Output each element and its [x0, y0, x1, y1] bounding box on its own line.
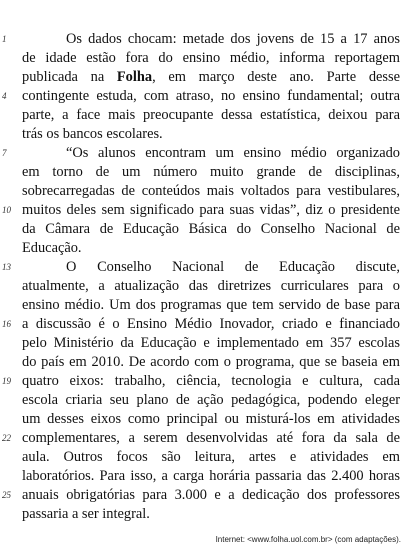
source-citation: Internet: <www.folha.uol.com.br> (com adaptações). — [215, 535, 401, 544]
paragraph-3-line-13: anuais obrigatórias para 3.000 e a dedicação dos professores — [22, 487, 400, 503]
line-number: 10 — [2, 205, 11, 215]
line-number: 16 — [2, 319, 11, 329]
paragraph-1-line-3: publicada na Folha, em março deste ano. Parte desse — [22, 69, 400, 85]
paragraph-3-line-10: complementares, a serem desenvolvidas até fora da sala de — [22, 430, 400, 446]
paragraph-3-line-2: atualmente, a atualização das diretrizes curriculares para o — [22, 278, 400, 294]
paragraph-2-line-6: Educação. — [22, 240, 82, 256]
paragraph-3-line-12: laboratórios. Para isso, a carga horária passaria das 2.400 horas — [22, 468, 400, 484]
line-number: 4 — [2, 91, 7, 101]
paragraph-2-line-3: sobrecarregadas de conteúdos mais voltados para vestibulares, — [22, 183, 400, 199]
line-number: 13 — [2, 262, 11, 272]
paragraph-1-line-6: trás os bancos escolares. — [22, 126, 163, 142]
paragraph-3-line-11: aula. Outros focos são leitura, artes e atividades em — [22, 449, 400, 465]
paragraph-3-line-9: um desses eixos como principal ou misturá-los em atividades — [22, 411, 400, 427]
paragraph-1-line-4: contingente estuda, com atraso, no ensino fundamental; outra — [22, 88, 400, 104]
line-number: 25 — [2, 490, 11, 500]
paragraph-1-line-2: de idade estão fora do ensino médio, informa reportagem — [22, 50, 400, 66]
paragraph-1-line-5: parte, a face mais preocupante dessa estatística, deixou para — [22, 107, 400, 123]
paragraph-3-line-1: O Conselho Nacional de Educação discute, — [66, 259, 400, 275]
paragraph-2-line-2: em torno de um número muito grande de disciplinas, — [22, 164, 400, 180]
paragraph-2-line-4: muitos deles sem significado para suas vidas”, diz o presidente — [22, 202, 400, 218]
paragraph-3-line-6: do país em 2010. De acordo com o programa, que se baseia em — [22, 354, 400, 370]
paragraph-3-line-4: a discussão é o Ensino Médio Inovador, criado e financiado — [22, 316, 400, 332]
line-number: 22 — [2, 433, 11, 443]
paragraph-3-line-8: escola criaria seu plano de ação pedagógica, podendo eleger — [22, 392, 400, 408]
paragraph-3-line-3: ensino médio. Um dos programas que tem servido de base para — [22, 297, 400, 313]
newspaper-name: Folha — [116, 69, 153, 85]
paragraph-2-line-1: “Os alunos encontram um ensino médio organizado — [66, 145, 400, 161]
line-number: 7 — [2, 148, 7, 158]
line-number: 1 — [2, 34, 7, 44]
paragraph-3-line-5: pelo Ministério da Educação e implementado em 357 escolas — [22, 335, 400, 351]
paragraph-2-line-5: da Câmara de Educação Básica do Conselho Nacional de — [22, 221, 400, 237]
paragraph-3-line-7: quatro eixos: trabalho, ciência, tecnologia e cultura, cada — [22, 373, 400, 389]
line-number: 19 — [2, 376, 11, 386]
paragraph-3-line-14: passaria a ser integral. — [22, 506, 150, 522]
paragraph-1-line-1: Os dados chocam: metade dos jovens de 15 a 17 anos — [66, 31, 400, 47]
